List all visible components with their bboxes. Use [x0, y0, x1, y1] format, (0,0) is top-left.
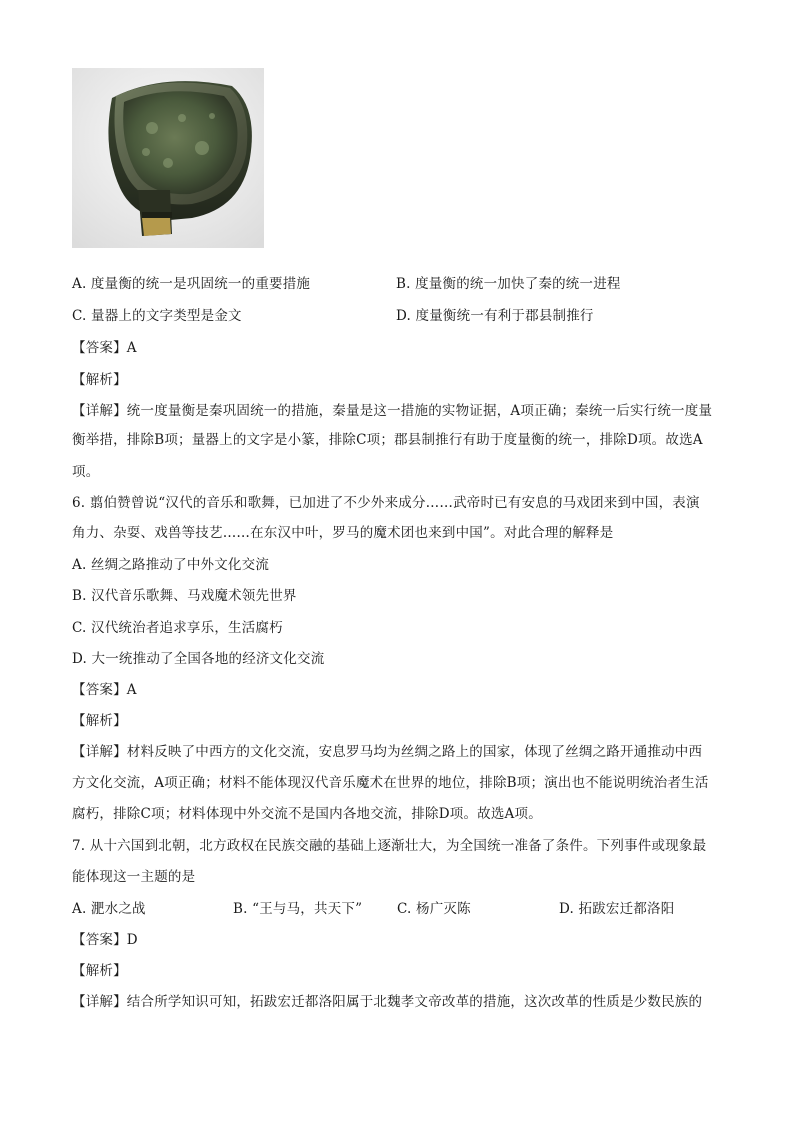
q6-option-a: A. 丝绸之路推动了中外文化交流 — [72, 557, 270, 573]
q7-option-b: B. “王与马，共天下” — [233, 901, 363, 917]
bronze-measure-photo — [72, 68, 264, 248]
q6-answer: 【答案】A — [72, 682, 137, 698]
q7-detail-line-1: 【详解】结合所学知识可知，拓跋宏迁都洛阳属于北魏孝文帝改革的措施，这次改革的性质是少数民族的 — [72, 994, 703, 1010]
q5-option-c: C. 量器上的文字类型是金文 — [72, 308, 242, 324]
q7-analysis-heading: 【解析】 — [72, 963, 127, 979]
q6-analysis-heading: 【解析】 — [72, 713, 127, 729]
q5-analysis-heading: 【解析】 — [72, 372, 127, 388]
q6-option-d: D. 大一统推动了全国各地的经济文化交流 — [72, 651, 325, 667]
q6-option-c: C. 汉代统治者追求享乐，生活腐朽 — [72, 620, 283, 636]
q5-option-d: D. 度量衡统一有利于郡县制推行 — [396, 308, 594, 324]
q5-option-a: A. 度量衡的统一是巩固统一的重要措施 — [72, 276, 311, 292]
q5-answer: 【答案】A — [72, 340, 137, 356]
q6-stem-line-1: 6. 翦伯赞曾说“汉代的音乐和歌舞，已加进了不少外来成分……武帝时已有安息的马戏团来到中国，表演 — [72, 495, 700, 511]
q6-detail-line-2: 方文化交流，A项正确；材料不能体现汉代音乐魔术在世界的地位，排除B项；演出也不能说明统治者生活 — [72, 775, 709, 791]
q5-detail-line-3: 项。 — [72, 464, 100, 480]
q7-option-a: A. 淝水之战 — [72, 901, 146, 917]
q7-option-d: D. 拓跋宏迁都洛阳 — [559, 901, 675, 917]
q7-stem-line-2: 能体现这一主题的是 — [72, 869, 196, 885]
q5-option-b: B. 度量衡的统一加快了秦的统一进程 — [396, 276, 621, 292]
q6-stem-line-2: 角力、杂耍、戏兽等技艺……在东汉中叶，罗马的魔术团也来到中国”。对此合理的解释是 — [72, 525, 614, 541]
q7-option-c: C. 杨广灭陈 — [397, 901, 471, 917]
q7-stem-line-1: 7. 从十六国到北朝，北方政权在民族交融的基础上逐渐壮大，为全国统一准备了条件。下列事件或现象最 — [72, 838, 707, 854]
q7-answer: 【答案】D — [72, 932, 138, 948]
q5-detail-line-1: 【详解】统一度量衡是秦巩固统一的措施，秦量是这一措施的实物证据，A项正确；秦统一后实行统一度量 — [72, 403, 713, 419]
q6-detail-line-3: 腐朽，排除C项；材料体现中外交流不是国内各地交流，排除D项。故选A项。 — [72, 806, 542, 822]
q6-option-b: B. 汉代音乐歌舞、马戏魔术领先世界 — [72, 588, 297, 604]
q6-detail-line-1: 【详解】材料反映了中西方的文化交流，安息罗马均为丝绸之路上的国家，体现了丝绸之路开通推动中西 — [72, 744, 703, 760]
q5-detail-line-2: 衡举措，排除B项；量器上的文字是小篆，排除C项；郡县制推行有助于度量衡的统一，排除D项。故选A — [72, 432, 703, 448]
